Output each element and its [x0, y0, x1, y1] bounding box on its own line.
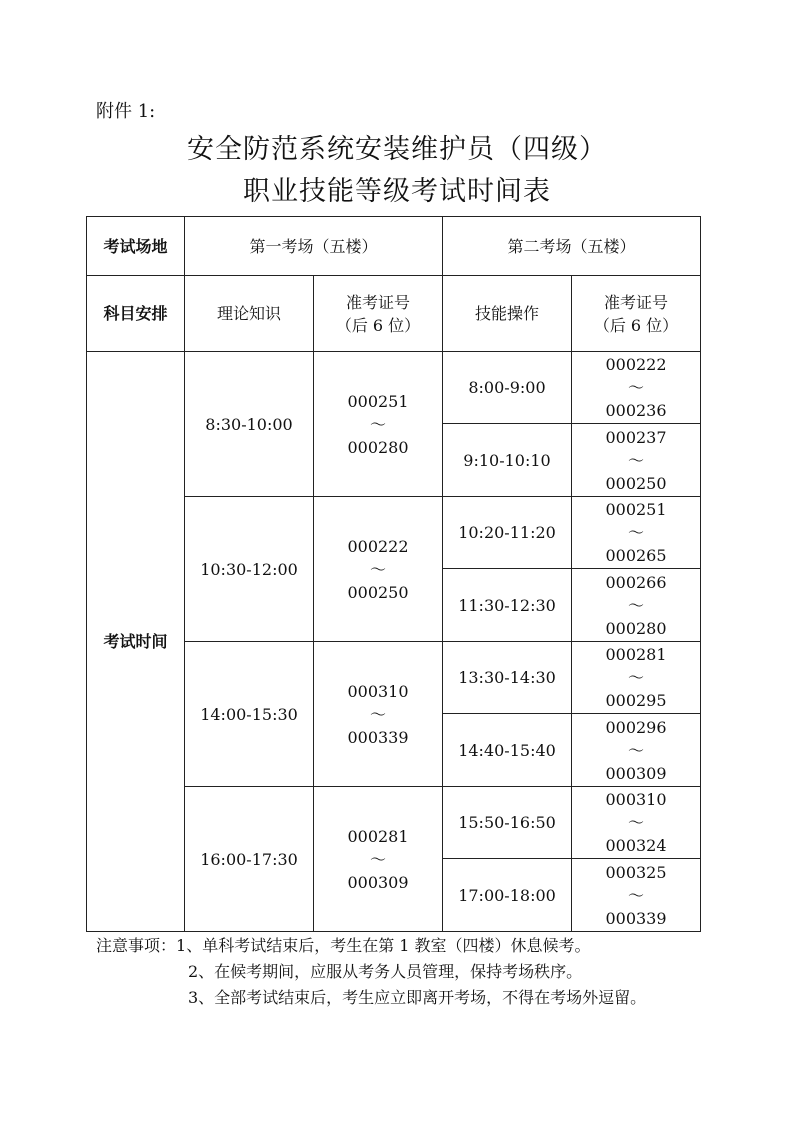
- skill-header: 技能操作: [443, 276, 572, 352]
- id-header-sub: （后 6 位）: [335, 315, 421, 335]
- tilde: ～: [627, 595, 644, 615]
- id-from: 000310: [605, 790, 667, 809]
- id-to: 000250: [605, 473, 667, 493]
- tilde: ～: [627, 378, 644, 397]
- venue-label: 考试场地: [87, 217, 185, 276]
- id-from: 000281: [347, 826, 409, 846]
- id-to: 000309: [605, 763, 667, 783]
- id-header-line: 准考证号: [345, 292, 410, 312]
- id-to: 000280: [347, 437, 409, 457]
- skill-id-range: [572, 569, 701, 642]
- venue-row: [87, 217, 701, 276]
- note-text: 2、在候考期间，应服从考务人员管理，保持考场秩序。: [188, 962, 583, 981]
- tilde: ～: [627, 813, 644, 832]
- theory-time: 8:30-10:00: [185, 352, 314, 497]
- skill-id-range: [572, 859, 701, 932]
- skill-time: 11:30-12:30: [443, 569, 572, 642]
- theory-time: 16:00-17:30: [185, 787, 314, 932]
- theory-id-range: [314, 497, 443, 642]
- tilde: ～: [627, 740, 644, 760]
- subject-label: 科目安排: [87, 276, 185, 352]
- note-text: 3、全部考试结束后，考生应立即离开考场，不得在考场外逗留。: [188, 988, 647, 1007]
- subject-row: [87, 276, 701, 352]
- id-to: 000309: [347, 872, 409, 892]
- tilde: ～: [627, 450, 644, 470]
- schedule-table: [86, 216, 701, 932]
- id-from: 000266: [605, 572, 667, 592]
- skill-time: 10:20-11:20: [443, 497, 572, 569]
- tilde: ～: [369, 559, 386, 579]
- id-from: 000222: [347, 536, 409, 556]
- skill-time: 9:10-10:10: [443, 424, 572, 497]
- attachment-label: 附件 1:: [96, 101, 156, 122]
- id-header-line: 准考证号: [603, 292, 668, 312]
- skill-time: 14:40-15:40: [443, 714, 572, 787]
- tilde: ～: [627, 668, 644, 687]
- id-to: 000265: [605, 546, 667, 565]
- table-row: [87, 352, 701, 424]
- skill-id-range: [572, 787, 701, 859]
- id-to: 000324: [605, 836, 667, 855]
- id-from: 000251: [347, 391, 409, 411]
- theory-id-range: [314, 787, 443, 932]
- id-header-sub: （后 6 位）: [593, 315, 679, 335]
- tilde: ～: [369, 704, 386, 724]
- id-to: 000280: [605, 618, 667, 638]
- note-item-2: [96, 959, 646, 985]
- title-line-1: 安全防范系统安装维护员（四级）: [187, 134, 607, 165]
- note-text: 1、单科考试结束后，考生在第 1 教室（四楼）休息候考。: [176, 936, 591, 955]
- skill-time: 15:50-16:50: [443, 787, 572, 859]
- id-header-1: [314, 276, 443, 352]
- notes-section: [96, 933, 646, 1011]
- id-to: 000236: [605, 401, 667, 420]
- id-from: 000222: [605, 355, 667, 374]
- theory-time: 10:30-12:00: [185, 497, 314, 642]
- tilde: ～: [627, 885, 644, 905]
- notes-label: 注意事项：: [96, 936, 177, 955]
- skill-time: 13:30-14:30: [443, 642, 572, 714]
- skill-id-range: [572, 424, 701, 497]
- id-from: 000325: [605, 862, 667, 882]
- id-from: 000310: [347, 681, 409, 701]
- skill-time: 17:00-18:00: [443, 859, 572, 932]
- theory-time: 14:00-15:30: [185, 642, 314, 787]
- id-from: 000237: [605, 427, 667, 447]
- tilde: ～: [627, 523, 644, 542]
- venue-2: 第二考场（五楼）: [443, 217, 701, 276]
- skill-id-range: [572, 714, 701, 787]
- note-item-3: [96, 985, 646, 1011]
- note-item-1: [96, 933, 646, 959]
- theory-header: 理论知识: [185, 276, 314, 352]
- venue-1: 第一考场（五楼）: [185, 217, 443, 276]
- skill-time: 8:00-9:00: [443, 352, 572, 424]
- id-to: 000339: [605, 908, 667, 928]
- title-line-2: 职业技能等级考试时间表: [243, 176, 551, 207]
- tilde: ～: [369, 849, 386, 869]
- id-from: 000281: [605, 645, 667, 664]
- theory-id-range: [314, 642, 443, 787]
- skill-id-range: [572, 352, 701, 424]
- id-to: 000339: [347, 727, 409, 747]
- skill-id-range: [572, 642, 701, 714]
- id-from: 000251: [605, 500, 667, 519]
- tilde: ～: [369, 414, 386, 434]
- time-label: 考试时间: [87, 352, 185, 932]
- skill-id-range: [572, 497, 701, 569]
- theory-id-range: [314, 352, 443, 497]
- id-header-2: [572, 276, 701, 352]
- id-to: 000295: [605, 691, 667, 710]
- id-to: 000250: [347, 582, 409, 602]
- id-from: 000296: [605, 717, 667, 737]
